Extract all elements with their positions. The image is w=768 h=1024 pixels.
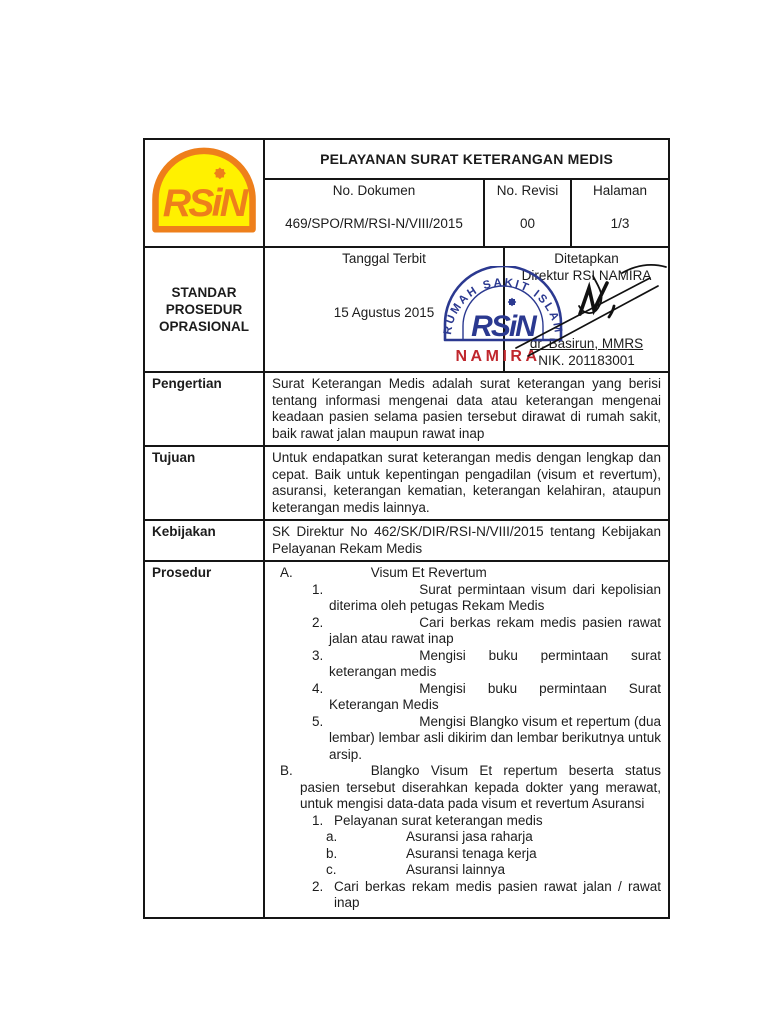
item-text: Mengisi Blangko visum et repertum (dua lembar) lembar asli dikirim dan lembar berikutnya untuk arsip. xyxy=(329,713,662,762)
halaman-cell xyxy=(571,179,669,247)
section-marker: A. xyxy=(280,565,293,580)
stamp-name-text: NAMIRA xyxy=(455,348,541,365)
document-title: PELAYANAN SURAT KETERANGAN MEDIS xyxy=(320,150,613,167)
spo-title-line: STANDAR xyxy=(171,285,237,300)
halaman-label: Halaman xyxy=(593,183,648,198)
no-revisi-value: 00 xyxy=(519,215,536,231)
spo-title-line: OPRASIONAL xyxy=(158,319,249,334)
no-dokumen-value: 469/SPO/RM/RSI-N/VIII/2015 xyxy=(285,215,463,231)
item-marker: b. xyxy=(326,845,338,861)
title-cell xyxy=(264,139,669,179)
procedure-section-a xyxy=(272,565,661,582)
section-marker: B. xyxy=(280,763,293,778)
tujuan-text: Untuk endapatkan surat keterangan medis dengan lengkap dan cepat. Baik untuk kepentingan pengadilan (visum et revertum), asuransi, keterangan kematian, keterangan kelahiran, ataupun keterangan medis lainnya. xyxy=(264,446,669,520)
item-marker: 4. xyxy=(312,680,324,696)
prosedur-row xyxy=(144,561,669,918)
procedure-item-b1 xyxy=(272,813,661,830)
pengertian-label: Pengertian xyxy=(144,372,264,446)
procedure-section-b xyxy=(272,763,661,813)
logo-star-icon xyxy=(214,167,226,179)
spo-title-cell xyxy=(144,247,264,372)
item-text: Cari berkas rekam medis pasien rawat jalan / rawat inap xyxy=(334,878,662,910)
item-marker: 1. xyxy=(312,812,324,828)
procedure-item-a5 xyxy=(272,714,661,764)
procedure-item-a3 xyxy=(272,648,661,681)
item-text: Pelayanan surat keterangan medis xyxy=(334,812,543,828)
no-revisi-label: No. Revisi xyxy=(496,183,559,198)
kebijakan-label: Kebijakan xyxy=(144,520,264,561)
kebijakan-row xyxy=(144,520,669,561)
section-text: Blangko Visum Et repertum beserta status pasien tersebut diserahkan kepada dokter yang merawat, untuk mengisi data-data pada visum et revertum Asuransi xyxy=(300,763,662,811)
item-text: Asuransi jasa raharja xyxy=(406,829,533,844)
signature-diagonal-stroke xyxy=(528,286,658,356)
procedure-subitem-a xyxy=(272,829,661,846)
procedure-item-b2 xyxy=(272,879,661,912)
item-marker: a. xyxy=(326,829,338,844)
procedure-item-a1 xyxy=(272,582,661,615)
pengertian-row xyxy=(144,372,669,446)
ditetapkan-label: Ditetapkan xyxy=(554,251,619,266)
halaman-value: 1/3 xyxy=(610,215,630,231)
tanggal-terbit-value: 15 Agustus 2015 xyxy=(333,304,435,320)
direktur-line: Direktur RSI NAMIRA xyxy=(521,267,652,283)
stamp-arc-text: RUMAH SAKIT ISLAM xyxy=(441,276,565,336)
no-revisi-cell xyxy=(484,179,571,247)
pengertian-text: Surat Keterangan Medis adalah surat keterangan yang berisi tentang informasi mengenai data atau keterangan mengenai keadaan pasien selama pasien tersebut dirawat di rumah sakit, baik rawat jalan maupun rawat inap xyxy=(264,372,669,446)
logo-cell xyxy=(144,139,264,247)
procedure-subitem-c xyxy=(272,862,661,879)
signature-zigzag-stroke xyxy=(580,283,607,314)
item-text: Cari berkas rekam medis pasien rawat jalan atau rawat inap xyxy=(329,614,662,646)
procedure-item-a2 xyxy=(272,615,661,648)
tujuan-label: Tujuan xyxy=(144,446,264,520)
section-title: Visum Et Revertum xyxy=(370,565,487,580)
item-marker: 2. xyxy=(312,878,324,894)
item-marker: 5. xyxy=(312,713,324,729)
signer-nik: NIK. 201183001 xyxy=(538,352,635,368)
item-text: Mengisi buku permintaan Surat Keterangan Medis xyxy=(329,680,662,712)
signature-top-stroke xyxy=(622,265,666,273)
header-row xyxy=(144,139,669,179)
signature xyxy=(492,256,674,368)
spo-title-line: PROSEDUR xyxy=(165,302,243,317)
item-marker: 2. xyxy=(312,614,324,630)
signature-diagonal-stroke xyxy=(516,278,650,348)
no-dokumen-label: No. Dokumen xyxy=(332,183,416,198)
signer-name: dr. Basirun, MMRS xyxy=(529,336,644,351)
procedure-item-a4 xyxy=(272,681,661,714)
item-marker: 1. xyxy=(312,581,324,597)
item-text: Asuransi tenaga kerja xyxy=(406,845,537,861)
item-text: Asuransi lainnya xyxy=(406,862,506,877)
item-marker: 3. xyxy=(312,647,324,663)
item-text: Surat permintaan visum dari kepolisian diterima oleh petugas Rekam Medis xyxy=(329,581,662,613)
stamp-monogram: RSiN xyxy=(471,310,535,343)
item-marker: c. xyxy=(326,862,337,877)
kebijakan-text: SK Direktur No 462/SK/DIR/RSI-N/VIII/2015 tentang Kebijakan Pelayanan Rekam Medis xyxy=(264,520,669,561)
prosedur-label: Prosedur xyxy=(144,561,264,918)
tujuan-row xyxy=(144,446,669,520)
no-dokumen-cell xyxy=(264,179,484,247)
logo-monogram: RSiN xyxy=(162,181,246,225)
item-text: Mengisi buku permintaan surat keterangan medis xyxy=(329,647,662,679)
tanggal-terbit-label: Tanggal Terbit xyxy=(342,251,426,266)
procedure-subitem-b xyxy=(272,846,661,863)
prosedur-content xyxy=(264,561,669,918)
rsin-hospital-logo xyxy=(148,145,260,237)
